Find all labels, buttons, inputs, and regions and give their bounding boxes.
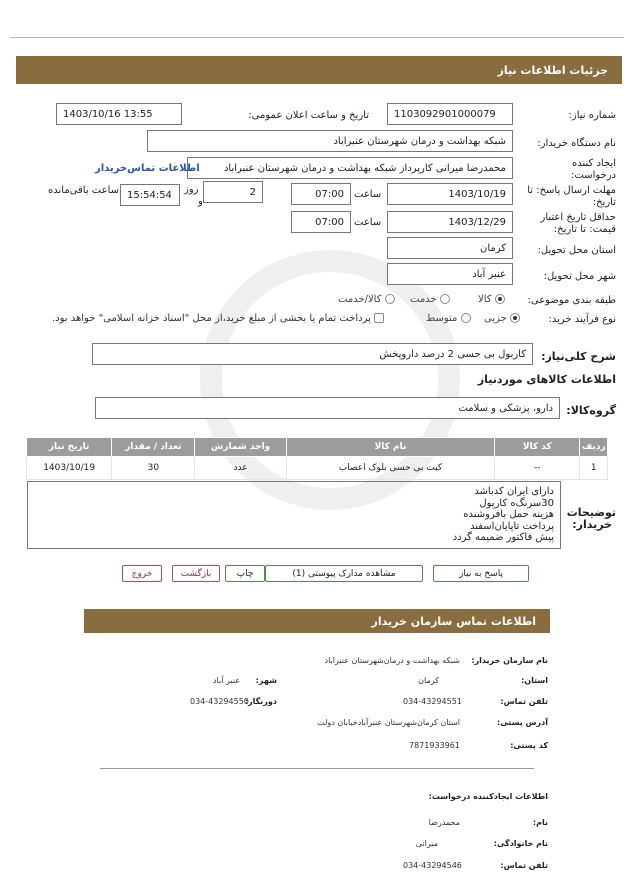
process-medium-text: متوسط: [426, 313, 458, 324]
goods-table: [26, 437, 608, 480]
contact-fax-value: 034-43294550: [190, 697, 249, 706]
col-date: تاریخ نیاز: [27, 438, 112, 457]
buyer-org-field: [147, 130, 513, 152]
process-partial-option[interactable]: [484, 313, 520, 324]
province-value: کرمان: [479, 242, 506, 254]
province-field: [387, 237, 513, 259]
contact-phone-value: 034-43294551: [403, 697, 462, 706]
top-divider: [10, 37, 624, 38]
contact-org-label: نام سازمان خریدار:: [471, 656, 548, 665]
note-line: هزینه حمل بافروشنده: [463, 509, 554, 520]
and-label: و: [198, 196, 203, 207]
summary-label: شرح کلی‌نیاز:: [541, 350, 616, 363]
details-header: [16, 56, 622, 84]
announce-field: [56, 103, 182, 125]
process-medium-option[interactable]: [426, 313, 471, 324]
city-field: [387, 263, 513, 285]
treasury-checkbox[interactable]: [374, 313, 384, 323]
need-number-field: [387, 103, 513, 125]
details-header-title: جزئیات اطلاعات نیاز: [497, 63, 608, 77]
days-value: 2: [249, 186, 256, 198]
contact-address-label: آدرس پستی:: [497, 718, 548, 727]
goods-group-value: دارو، پزشکی و سلامت: [458, 402, 553, 414]
contact-province-label: استان:: [521, 676, 548, 685]
category-label: طبقه بندی موضوعی:: [527, 295, 616, 306]
creator-family-value: میرانی: [415, 839, 438, 848]
process-medium-radio[interactable]: [461, 313, 471, 323]
contact-address-value: استان کرمان‌شهرستان عنبرآباد‌خیابان دولت: [317, 718, 460, 727]
creator-phone-value: 034-43294546: [403, 861, 462, 870]
creator-family-label: نام خانوادگی:: [493, 839, 548, 848]
contact-city-value: عنبر آباد: [212, 676, 240, 685]
creator-name-value: محمدرضا: [428, 818, 460, 827]
buyer-notes-box: [27, 481, 561, 549]
category-goods-service-radio[interactable]: [385, 294, 395, 304]
validity-label-1: حداقل تاریخ اعتبار: [540, 212, 616, 223]
announce-label: تاریخ و ساعت اعلان عمومی:: [248, 110, 369, 121]
contact-org-value: شبکه بهداشت و درمان‌شهرستان عنبراباد: [324, 656, 460, 665]
goods-info-title: اطلاعات کالاهای موردنیاز: [477, 373, 616, 386]
respond-button[interactable]: پاسخ به نیاز: [433, 565, 529, 582]
creator-field: [187, 157, 513, 179]
contact-header-title: اطلاعات تماس سازمان خریدار: [371, 614, 536, 628]
note-line: دارای ایران کدباشد: [474, 486, 554, 497]
province-label: استان محل تحویل:: [537, 245, 616, 256]
city-label: شهر محل تحویل:: [543, 271, 616, 282]
cell-code: --: [495, 457, 580, 480]
cell-unit: عدد: [195, 457, 286, 480]
deadline-label-2: تاریخ:: [592, 197, 616, 208]
need-number-value: 1103092901000079: [394, 108, 496, 120]
note-line: پرداخت تاپایان‌اسفند: [469, 520, 554, 532]
announce-value: 1403/10/16 13:55: [63, 108, 153, 120]
contact-province-value: کرمان: [418, 676, 439, 685]
process-label: نوع فرآیند خرید:: [548, 314, 616, 325]
creator-label-1: ایجاد کننده: [572, 158, 616, 169]
city-value: عنبر آباد: [472, 268, 506, 280]
category-service-option[interactable]: [410, 294, 450, 305]
category-goods-option[interactable]: [478, 294, 505, 305]
validity-time-field: [291, 211, 351, 233]
validity-time-label: ساعت: [354, 217, 382, 228]
deadline-date-value: 1403/10/19: [448, 188, 506, 200]
summary-field: [92, 343, 533, 365]
deadline-time-label: ساعت: [354, 189, 382, 200]
deadline-label-1: مهلت ارسال پاسخ: تا: [527, 185, 616, 196]
table-row: [27, 457, 608, 480]
creator-name-label: نام:: [532, 818, 548, 827]
treasury-text: پرداخت تمام یا بخشی از مبلغ خرید،از محل "اسناد خزانه اسلامی" خواهد بود.: [52, 313, 371, 324]
remaining-time-field: [120, 184, 180, 206]
contact-city-label: شهر:: [255, 676, 277, 685]
exit-button[interactable]: خروج: [122, 565, 162, 582]
deadline-date-field: [387, 183, 513, 205]
days-label: روز: [184, 184, 199, 195]
process-partial-radio[interactable]: [510, 313, 520, 323]
remaining-time-value: 15:54:54: [127, 189, 172, 201]
creator-label-2: درخواست:: [571, 170, 616, 181]
contact-fax-label: دورنگار:: [244, 697, 277, 706]
contact-postal-label: کد پستی:: [510, 741, 548, 750]
category-service-text: خدمت: [410, 294, 437, 305]
goods-table-header-row: [27, 438, 608, 457]
goods-group-field: [95, 397, 560, 419]
category-goods-service-option[interactable]: [338, 294, 395, 305]
category-goods-text: کالا: [478, 294, 492, 305]
buyer-contact-link[interactable]: اطلاعات تماس‌خریدار: [95, 163, 200, 174]
contact-phone-label: تلفن تماس:: [500, 697, 548, 706]
creator-phone-label: تلفن تماس:: [500, 861, 548, 870]
note-line: پیش فاکتور ضمیمه گردد: [452, 532, 554, 543]
process-partial-text: جزیی: [484, 313, 507, 324]
need-number-label: شماره نیاز:: [568, 110, 616, 121]
col-row: ردیف: [580, 438, 608, 457]
col-unit: واحد شمارش: [195, 438, 286, 457]
cell-qty: 30: [112, 457, 195, 480]
category-goods-service-text: کالا/خدمت: [338, 294, 382, 305]
contact-postal-value: 7871933961: [409, 741, 460, 750]
col-code: کد کالا: [495, 438, 580, 457]
creator-value: محمدرضا میرانی کارپرداز شبکه بهداشت و درمان شهرستان عنبراباد: [223, 162, 506, 174]
contact-header: [84, 609, 550, 633]
col-name: نام کالا: [286, 438, 494, 457]
category-goods-radio[interactable]: [495, 294, 505, 304]
buyer-org-value: شبکه بهداشت و درمان شهرستان عنبراباد: [333, 135, 506, 147]
attachments-button[interactable]: مشاهده مدارک پیوستی (1): [265, 565, 423, 582]
print-button[interactable]: چاپ: [225, 565, 265, 582]
back-button[interactable]: بازگشت: [172, 565, 220, 582]
remaining-label: ساعت باقی‌مانده: [48, 185, 120, 196]
creator-info-header: اطلاعات ایجادکننده درخواست:: [428, 792, 548, 801]
category-service-radio[interactable]: [440, 294, 450, 304]
validity-time-value: 07:00: [315, 216, 344, 228]
validity-date-field: [387, 211, 513, 233]
cell-row: 1: [580, 457, 608, 480]
deadline-time-field: [291, 183, 351, 205]
validity-label-2: قیمت: تا تاریخ:: [553, 224, 616, 235]
summary-value: کاربول بی حسی 2 درصد داروپخش: [379, 348, 526, 360]
treasury-option[interactable]: [52, 313, 384, 324]
days-field: [203, 181, 263, 203]
validity-date-value: 1403/12/29: [448, 216, 506, 228]
col-qty: تعداد / مقدار: [112, 438, 195, 457]
buyer-notes-label-1: توضیحات: [566, 506, 616, 519]
buyer-org-label: نام دستگاه خریدار:: [537, 138, 616, 149]
contact-divider: [100, 768, 534, 769]
cell-date: 1403/10/19: [27, 457, 112, 480]
cell-name: کیت بی حسی بلوک اعصاب: [286, 457, 494, 480]
buyer-notes-label-2: خریدار:: [572, 518, 612, 531]
note-line: 30سرنگ‌ه کارپول: [479, 497, 554, 509]
goods-group-label: گروه‌کالا:: [566, 404, 616, 417]
deadline-time-value: 07:00: [315, 188, 344, 200]
